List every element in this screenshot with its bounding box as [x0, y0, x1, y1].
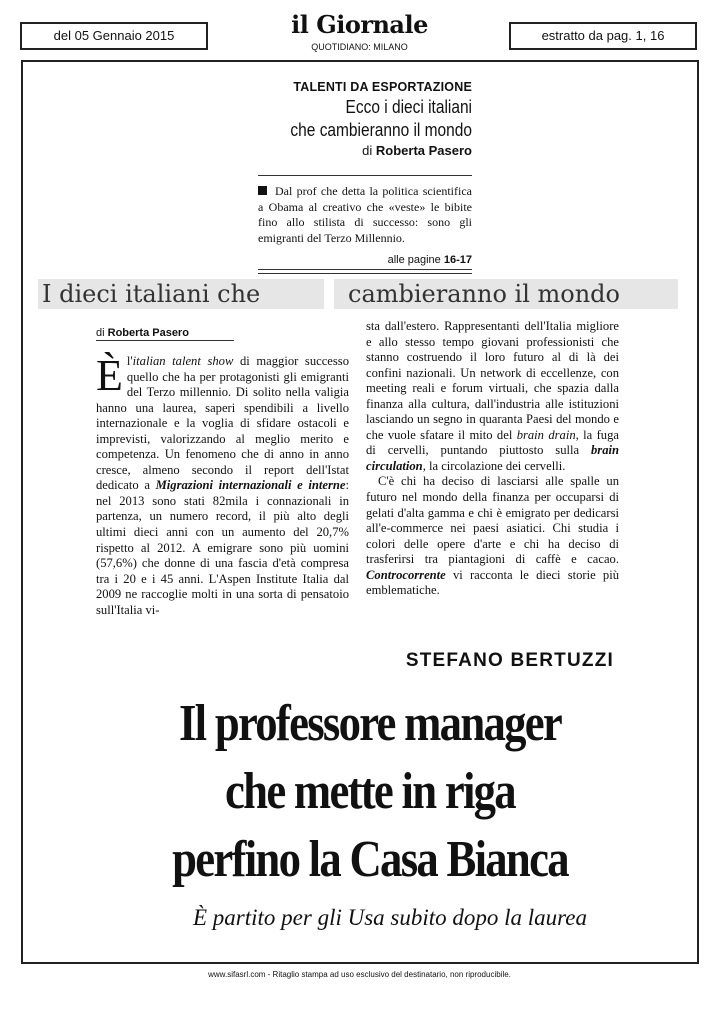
p2-a: sta dall'estero. Rappresentanti dell'Italia migliore e allo stesso tempo giovani professionisti che stanno costruendo il loro futuro al di là dei confini nazionali. Un network di eccellenze, con meeting reali e forum virtuali, che spazia dalla finanza alla cultura, dall'industria alle istituzioni lasciando un segno in quaranta Paesi del mondo e che vuole sfatare il mito del — [366, 319, 619, 442]
masthead-subtitle: QUOTIDIANO: MILANO — [311, 42, 408, 52]
teaser-summary-text: Dal prof che detta la politica scientifica a Obama al creativo che «veste» le bibite fino allo stilista di successo: sono gli emigranti del Terzo Millennio. — [258, 184, 472, 245]
teaser-byline-prefix: di — [362, 143, 373, 158]
p1-c: di maggior successo quello che ha per protagonisti gli emigranti del Terzo millennio. Di solito nella valigia hanno una laurea, saperi spendibili a livello internazionale e la voglia di sfidare ostacoli e imprevisti, valorizzando al meglio merito e competenza. Un fenomeno che di anno in anno cresce, almeno secondo il report dell'Istat dedicato a — [96, 354, 349, 493]
headline-line3: perfino la Casa Bianca — [172, 831, 568, 888]
page-reference: estratto da pag. 1, 16 — [509, 22, 697, 50]
p2-c: , la fuga di cervelli, puntando piuttosto sulla — [366, 427, 619, 458]
teaser-page-link — [258, 253, 472, 267]
teaser-title-line2: che cambieranno il mondo — [290, 120, 472, 140]
article-column-right — [366, 319, 619, 599]
article-column-left — [96, 351, 349, 618]
article-byline — [96, 326, 189, 340]
article-byline-prefix: di — [96, 327, 105, 339]
p2-e: , la circolazione dei cervelli. — [422, 458, 566, 473]
paragraph-3 — [366, 474, 619, 598]
feature-author: STEFANO BERTUZZI — [405, 650, 614, 671]
drop-cap: È — [96, 351, 123, 400]
p2-d: brain circulation — [366, 443, 619, 473]
teaser-pages-ref: 16-17 — [443, 254, 472, 266]
bullet-square-icon — [258, 186, 267, 195]
teaser-summary — [258, 184, 472, 246]
p2-b: brain drain — [516, 427, 576, 442]
article-byline-author: Roberta Pasero — [107, 327, 189, 339]
p3-c: vi racconta le dieci storie più emblematiche. — [366, 567, 619, 598]
p3-a: C'è chi ha deciso di lasciarsi alle spalle un futuro nel mondo della finanza per occuparsi di gelati d'alta gamma e chi è emigrato per dedicarsi all'e-commerce nei paesi asiatici. Chi studia i colori delle opere d'arte e chi ha deciso di trasferirsi tra piantagioni di caffè e cacao. — [366, 474, 619, 567]
byline-rule — [96, 340, 234, 341]
p3-b: Controcorrente — [366, 567, 446, 582]
section-banner — [38, 279, 678, 309]
teaser-kicker: TALENTI DA ESPORTAZIONE — [293, 80, 472, 94]
feature-headline — [138, 690, 602, 894]
paragraph-2 — [366, 319, 619, 474]
teaser-title-line1: Ecco i dieci italiani — [345, 97, 472, 117]
teaser-pages-prefix: alle pagine — [387, 254, 441, 266]
footer-disclaimer: www.sifasrl.com - Ritaglio stampa ad uso esclusivo del destinatario, non riproducibile. — [208, 970, 511, 979]
teaser-title — [258, 96, 472, 142]
newspaper-masthead: il Giornale — [291, 10, 428, 39]
headline-line2: che mette in riga — [225, 763, 515, 820]
headline-line1: Il professore manager — [178, 695, 562, 752]
p1-d: Migrazioni internazionali e interne — [155, 478, 346, 493]
clipping-date: del 05 Gennaio 2015 — [20, 22, 208, 50]
feature-subhead: È partito per gli Usa subito dopo la laurea — [193, 905, 587, 930]
p1-b: italian talent show — [132, 354, 234, 368]
p1-e: : nel 2013 sono stati 82mila i connazionali in partenza, un numero record, il più alto degli ultimi dieci anni con un aumento del 20,7% rispetto al 2012. A emigrare sono più uomini (57,6%) che donne di una fascia d'età compresa tra i 20 e i 45 anni. L'Aspen Institute Italia dal 2009 ne raccoglie molti in una sorta di pensatoio sull'Italia vi- — [96, 478, 349, 617]
teaser-rule — [258, 175, 472, 176]
banner-left: I dieci italiani che — [38, 279, 324, 309]
banner-right: cambieranno il mondo — [334, 279, 678, 309]
teaser-byline-author: Roberta Pasero — [375, 143, 472, 158]
teaser-double-rule — [258, 269, 472, 274]
p1-a: l' — [126, 354, 133, 368]
teaser-byline — [258, 143, 472, 159]
